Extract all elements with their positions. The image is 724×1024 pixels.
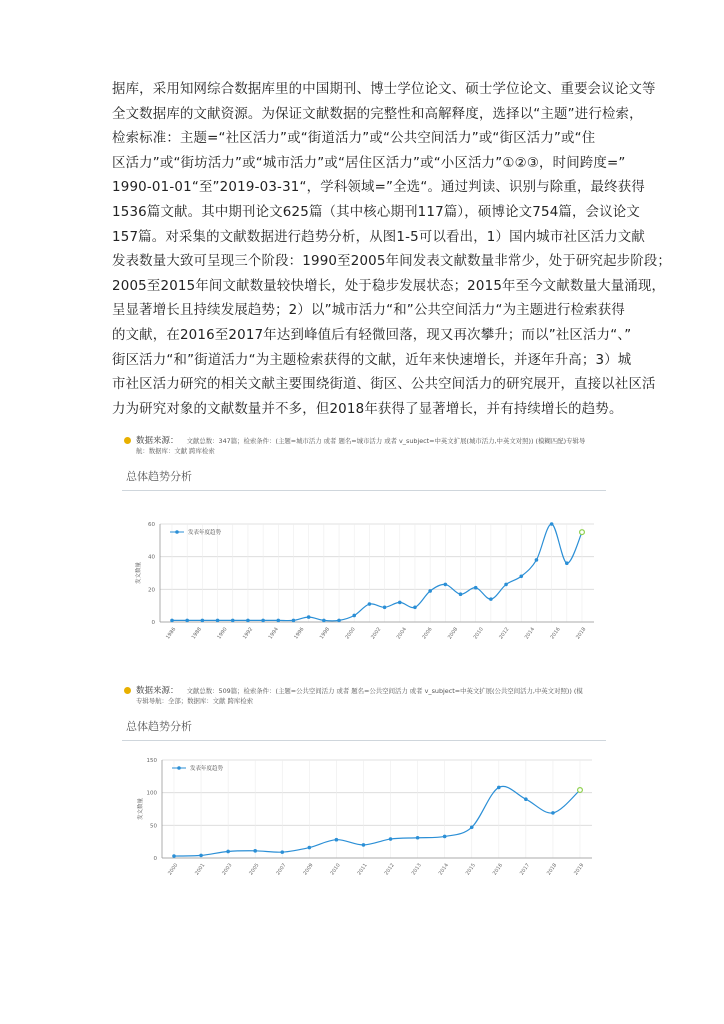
data-point xyxy=(253,849,257,853)
data-point xyxy=(185,619,189,623)
x-tick-label: 2013 xyxy=(410,862,423,877)
y-tick-label: 0 xyxy=(153,856,157,862)
legend-label: 发表年度趋势 xyxy=(188,530,222,536)
x-tick-label: 2001 xyxy=(194,862,207,877)
source-label: 数据来源： xyxy=(136,436,179,446)
data-point xyxy=(199,854,203,858)
y-tick-label: 20 xyxy=(148,587,155,594)
data-point xyxy=(398,601,402,605)
figure-1 xyxy=(122,436,606,660)
data-point xyxy=(416,836,420,840)
figure-2 xyxy=(122,686,606,896)
data-point xyxy=(280,850,284,854)
data-point xyxy=(519,574,523,578)
paragraph-line: 全文数据库的文献资源。为保证文献数据的完整性和高解释度，选择以“主题”进行检索， xyxy=(112,106,643,122)
y-tick-label: 40 xyxy=(148,554,155,561)
x-tick-label: 2003 xyxy=(221,862,234,877)
data-point xyxy=(276,619,280,623)
x-tick-label: 2008 xyxy=(446,626,460,641)
x-tick-label: 1992 xyxy=(241,626,255,641)
data-point xyxy=(443,835,447,839)
data-point xyxy=(246,619,250,623)
data-point xyxy=(550,522,554,526)
data-point xyxy=(535,558,539,562)
data-point xyxy=(261,619,265,623)
paragraph-line: 的文献，在2016至2017年达到峰值后有轻微回落，现又再次攀升；而以”社区活力“、” xyxy=(112,327,632,343)
x-tick-label: 2016 xyxy=(491,862,505,877)
x-tick-label: 1996 xyxy=(293,626,306,641)
data-point xyxy=(551,811,555,815)
x-tick-label: 2009 xyxy=(302,862,315,877)
data-point xyxy=(322,619,326,623)
section-title: 总体趋势分析 xyxy=(126,720,192,733)
x-tick-label: 2014 xyxy=(437,862,450,877)
x-tick-label: 2012 xyxy=(498,626,511,641)
data-point xyxy=(474,586,478,590)
data-point xyxy=(292,619,296,623)
x-tick-label: 2006 xyxy=(421,626,434,641)
x-tick-label: 2000 xyxy=(344,626,357,641)
trend-chart-2 xyxy=(122,744,606,894)
x-tick-label: 2018 xyxy=(546,862,559,877)
data-point xyxy=(172,854,176,858)
source-text: 文献总数：347篇；检索条件：(主题=城市活力 或者 题名=城市活力 或者 v_subject=中英文扩展(城市活力,中英文对照)) (模糊匹配)专辑导 xyxy=(186,437,586,445)
y-tick-label: 50 xyxy=(150,823,157,830)
paragraph-line: 1990-01-01“至”2019-03-31“，学科领域=”全选“。通过判读、识别与除重，最终获得 xyxy=(112,180,645,196)
y-tick-label: 150 xyxy=(146,758,157,764)
x-tick-label: 2014 xyxy=(523,626,537,641)
x-tick-label: 2011 xyxy=(356,862,369,877)
source-text-2: 航：数据库：文献 跨库检索 xyxy=(136,447,215,455)
x-tick-label: 2012 xyxy=(383,862,396,877)
x-tick-label: 2005 xyxy=(248,862,261,877)
divider xyxy=(122,740,606,741)
paragraph-line: 呈显著增长且持续发展趋势；2）以”城市活力“和”公共空间活力“为主题进行检索获得 xyxy=(112,303,625,319)
data-point xyxy=(524,797,528,801)
info-dot-icon xyxy=(124,687,131,694)
y-axis-label: 发文数量 xyxy=(138,797,144,821)
x-tick-label: 2007 xyxy=(275,862,288,877)
x-tick-label: 2010 xyxy=(472,626,485,641)
data-point xyxy=(389,837,393,841)
data-point xyxy=(337,619,341,623)
legend-marker xyxy=(175,530,179,534)
data-point xyxy=(362,843,366,847)
source-text: 文献总数：509篇；检索条件：(主题=公共空间活力 或者 题名=公共空间活力 或者 v_subject=中英文扩展(公共空间活力,中英文对照)) (模 xyxy=(186,687,583,695)
paragraph-line: 检索标准：主题=“社区活力”或“街道活力”或“公共空间活力”或“街区活力”或“住 xyxy=(112,131,596,147)
data-point xyxy=(226,850,230,854)
x-tick-label: 2010 xyxy=(329,862,342,877)
data-point xyxy=(231,619,235,623)
x-tick-label: 2015 xyxy=(464,862,478,877)
data-point xyxy=(308,846,312,850)
series-line xyxy=(172,524,582,621)
paragraph-line: 区活力”或“街坊活力”或“城市活力”或“居住区活力”或“小区活力”①②③，时间跨度=” xyxy=(112,155,626,171)
source-label: 数据来源： xyxy=(136,686,179,696)
data-point xyxy=(383,606,387,610)
legend-marker xyxy=(177,766,181,770)
data-point xyxy=(459,592,463,596)
data-point xyxy=(565,561,569,565)
data-source-1 xyxy=(122,436,606,456)
x-tick-label: 1998 xyxy=(318,626,332,641)
y-tick-label: 100 xyxy=(146,790,157,797)
data-point xyxy=(489,597,493,601)
info-dot-icon xyxy=(124,437,131,444)
data-source-2 xyxy=(122,686,606,706)
x-tick-label: 1988 xyxy=(190,626,203,641)
data-point-last xyxy=(580,530,585,535)
paragraph-line: 发表数量大致可呈现三个阶段：1990至2005年间发表文献数量非常少，处于研究起步阶段； xyxy=(112,254,672,270)
source-text-2: 专辑导航：全部；数据库：文献 跨库检索 xyxy=(136,697,254,705)
data-point xyxy=(413,606,417,610)
data-point xyxy=(335,838,339,842)
data-point xyxy=(352,614,356,618)
x-tick-label: 2004 xyxy=(395,626,408,641)
paragraph-line: 1536篇文献。其中期刊论文625篇（其中核心期刊117篇），硕博论文754篇，会议论文 xyxy=(112,204,640,220)
trend-chart-1 xyxy=(122,508,606,658)
legend-label: 发表年度趋势 xyxy=(190,766,224,772)
data-point xyxy=(504,583,508,587)
data-point xyxy=(428,589,432,593)
x-tick-label: 2016 xyxy=(549,626,562,641)
divider xyxy=(122,490,606,491)
paragraph-line: 力为研究对象的文献数量并不多，但2018年获得了显著增长，并有持续增长的趋势。 xyxy=(112,401,623,417)
data-point-last xyxy=(578,788,583,793)
data-point xyxy=(444,583,448,587)
data-point xyxy=(368,602,372,606)
data-point xyxy=(470,825,474,829)
x-tick-label: 2018 xyxy=(575,626,588,641)
x-tick-label: 2002 xyxy=(370,626,383,641)
paragraph-line: 街区活力“和”街道活力“为主题检索获得的文献，近年来快速增长，并逐年升高；3）城 xyxy=(112,352,632,368)
x-tick-label: 2000 xyxy=(167,862,180,877)
data-point xyxy=(170,619,174,623)
paragraph-line: 157篇。对采集的文献数据进行趋势分析，从图1-5可以看出，1）国内城市社区活力文献 xyxy=(112,229,646,245)
body-paragraph xyxy=(112,78,672,422)
paragraph-line: 据库，采用知网综合数据库里的中国期刊、博士学位论文、硕士学位论文、重要会议论文等 xyxy=(112,82,656,97)
section-title: 总体趋势分析 xyxy=(126,470,192,483)
data-point xyxy=(201,619,205,623)
y-axis-label: 发文数量 xyxy=(136,561,142,585)
data-point xyxy=(307,615,311,619)
paragraph-line: 2005至2015年间文献数量较快增长，处于稳步发展状态；2015年至今文献数量大量涌现， xyxy=(112,278,666,294)
x-tick-label: 2017 xyxy=(518,862,532,877)
data-point xyxy=(497,786,501,790)
data-point xyxy=(216,619,220,623)
series-line xyxy=(174,786,580,856)
x-tick-label: 1994 xyxy=(267,626,280,641)
x-tick-label: 1986 xyxy=(165,626,178,641)
paragraph-line: 市社区活力研究的相关文献主要围绕街道、街区、公共空间活力的研究展开，直接以社区活 xyxy=(112,377,656,393)
x-tick-label: 2019 xyxy=(573,862,586,877)
x-tick-label: 1990 xyxy=(216,626,229,641)
y-tick-label: 0 xyxy=(151,620,155,626)
y-tick-label: 60 xyxy=(148,522,155,528)
